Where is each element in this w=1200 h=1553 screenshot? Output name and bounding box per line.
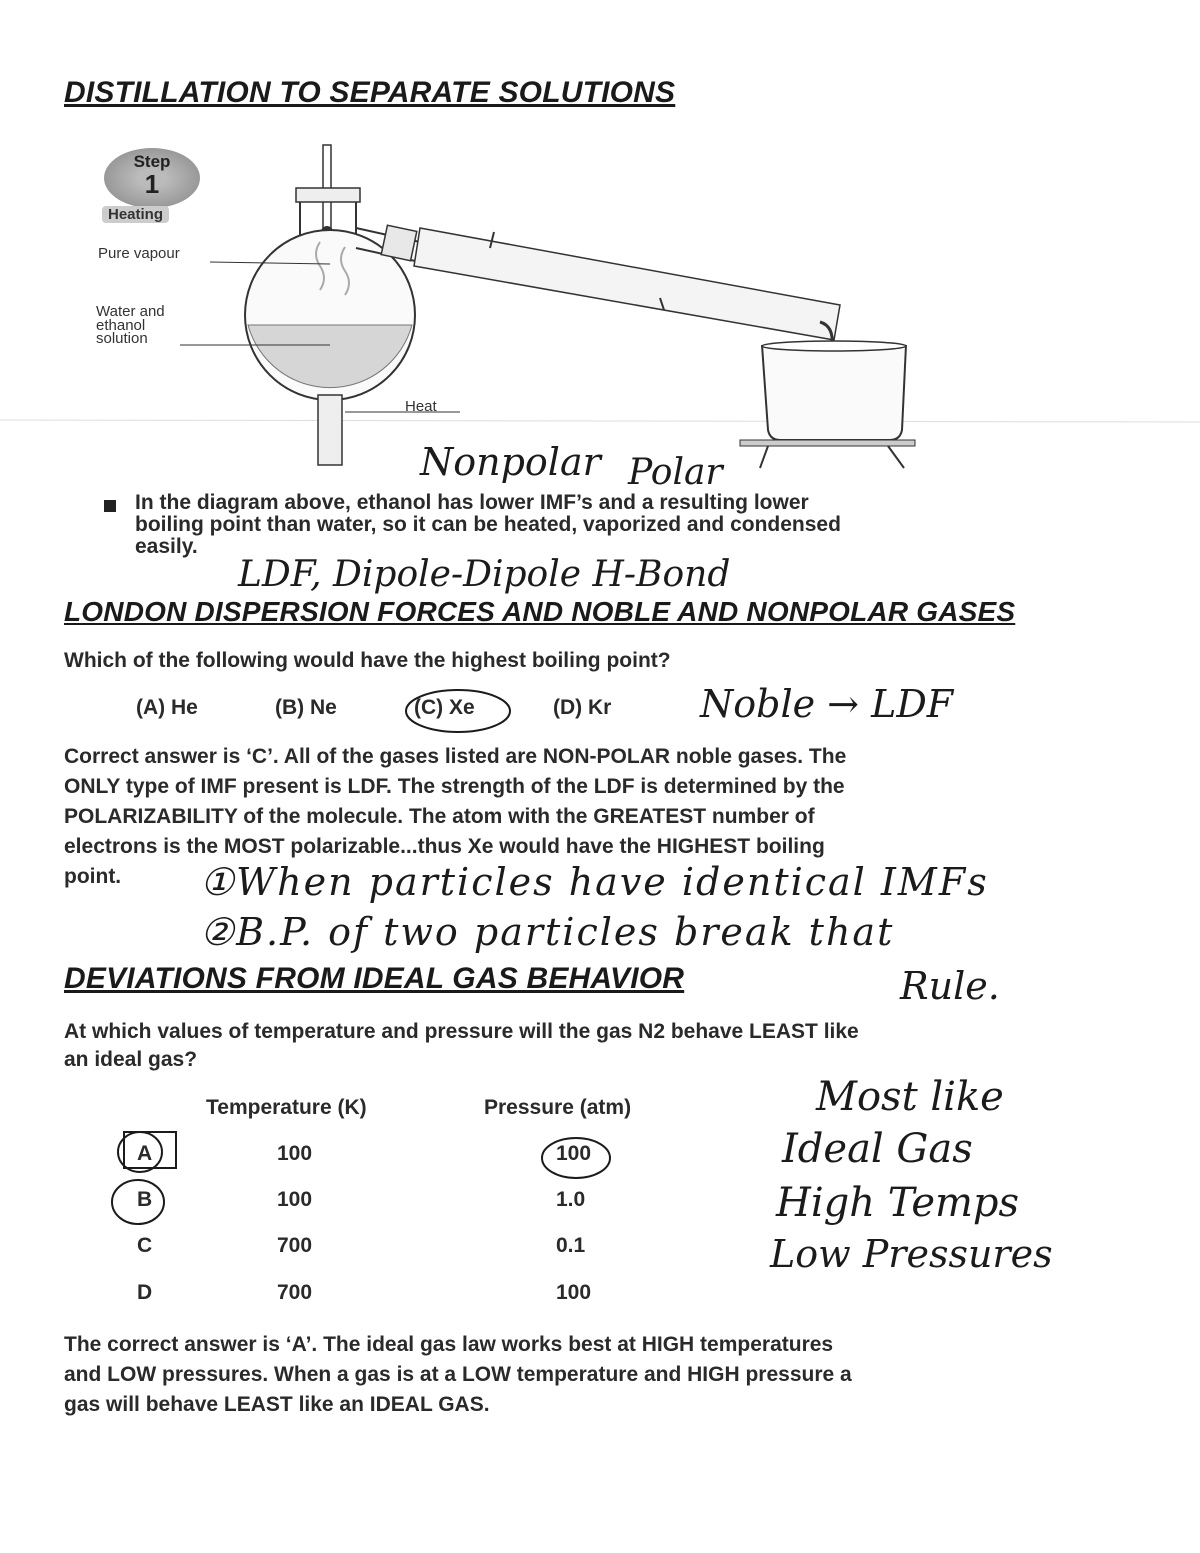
row-b-temp: 100 — [277, 1188, 313, 1211]
answer2-line-2: ONLY type of IMF present is LDF. The strength of the LDF is determined by the — [64, 775, 845, 798]
row-a-pressure: 100 — [556, 1142, 592, 1165]
hand-side-4: Low Pressures — [770, 1232, 1053, 1276]
row-c-pressure: 0.1 — [556, 1234, 586, 1257]
hand-noble-ldf: Noble → LDF — [700, 682, 954, 726]
section3-heading: DEVIATIONS FROM IDEAL GAS BEHAVIOR — [64, 962, 685, 995]
bullet-line-1: In the diagram above, ethanol has lower IMF’s and a resulting lower — [135, 491, 809, 514]
distillation-apparatus-illustration — [0, 0, 1200, 480]
row-d-label: D — [137, 1281, 153, 1304]
answer2-line-1: Correct answer is ‘C’. All of the gases listed are NON-POLAR noble gases. The — [64, 745, 847, 768]
choice-a: (A) He — [136, 696, 198, 719]
row-d-pressure: 100 — [556, 1281, 592, 1304]
choice-c-circle-mark — [400, 686, 520, 736]
bullet-text — [135, 492, 841, 558]
hand-side-2: Ideal Gas — [782, 1126, 973, 1172]
section3-question — [64, 1018, 859, 1074]
step-label: Step — [133, 152, 171, 171]
answer2-line-5: point. — [64, 865, 122, 888]
section1-heading: DISTILLATION TO SEPARATE SOLUTIONS — [64, 76, 676, 109]
hand-nonpolar: Nonpolar — [420, 440, 601, 484]
row-c-temp: 700 — [277, 1234, 313, 1257]
distillation-diagram — [0, 0, 1200, 480]
question3-line-2: an ideal gas? — [64, 1048, 198, 1071]
hand-note-1: ①When particles have identical IMFs — [200, 860, 989, 904]
step-badge — [104, 148, 200, 208]
hand-side-3: High Temps — [776, 1180, 1020, 1226]
label-solution-3: solution — [96, 330, 148, 347]
choice-d: (D) Kr — [553, 696, 612, 719]
row-d-temp: 700 — [277, 1281, 313, 1304]
answer3-line-3: gas will behave LEAST like an IDEAL GAS. — [64, 1393, 490, 1416]
row-a-label: A — [137, 1142, 153, 1165]
row-a-temp: 100 — [277, 1142, 313, 1165]
bullet-line-3: easily. — [135, 535, 198, 558]
row-c-label: C — [137, 1234, 153, 1257]
choice-b: (B) Ne — [275, 696, 337, 719]
section3-answer — [64, 1330, 852, 1420]
hand-side-1: Most like — [816, 1074, 1004, 1120]
question3-line-1: At which values of temperature and pressure will the gas N2 behave LEAST like — [64, 1020, 859, 1043]
section2-heading: LONDON DISPERSION FORCES AND NOBLE AND NONPOLAR GASES — [64, 596, 1016, 627]
step-number: 1 — [144, 169, 160, 199]
bullet-square-icon — [104, 500, 116, 512]
label-pure-vapour: Pure vapour — [98, 245, 180, 262]
table-header-pressure: Pressure (atm) — [484, 1096, 632, 1119]
answer3-line-1: The correct answer is ‘A’. The ideal gas law works best at HIGH temperatures — [64, 1333, 834, 1356]
label-solution-1: Water and — [96, 303, 165, 320]
hand-note-3: Rule. — [900, 964, 1000, 1008]
hand-imf-types: LDF, Dipole-Dipole H-Bond — [238, 554, 731, 595]
label-heat: Heat — [405, 398, 437, 415]
choice-c: (C) Xe — [414, 696, 475, 719]
table-pen-marks — [100, 1128, 660, 1248]
answer2-line-4: electrons is the MOST polarizable...thus Xe would have the HIGHEST boiling — [64, 835, 825, 858]
answer2-line-3: POLARIZABILITY of the molecule. The atom with the GREATEST number of — [64, 805, 815, 828]
hand-note-2: ②B.P. of two particles break that — [200, 910, 895, 954]
answer3-line-2: and LOW pressures. When a gas is at a LOW temperature and HIGH pressure a — [64, 1363, 852, 1386]
hand-polar: Polar — [628, 452, 723, 493]
section2-question: Which of the following would have the highest boiling point? — [64, 649, 671, 672]
row-b-label: B — [137, 1188, 153, 1211]
table-header-temperature: Temperature (K) — [206, 1096, 367, 1119]
bullet-line-2: boiling point than water, so it can be heated, vaporized and condensed — [135, 513, 841, 536]
step-name: Heating — [102, 206, 169, 223]
row-b-pressure: 1.0 — [556, 1188, 586, 1211]
label-solution-2: ethanol — [96, 317, 146, 334]
